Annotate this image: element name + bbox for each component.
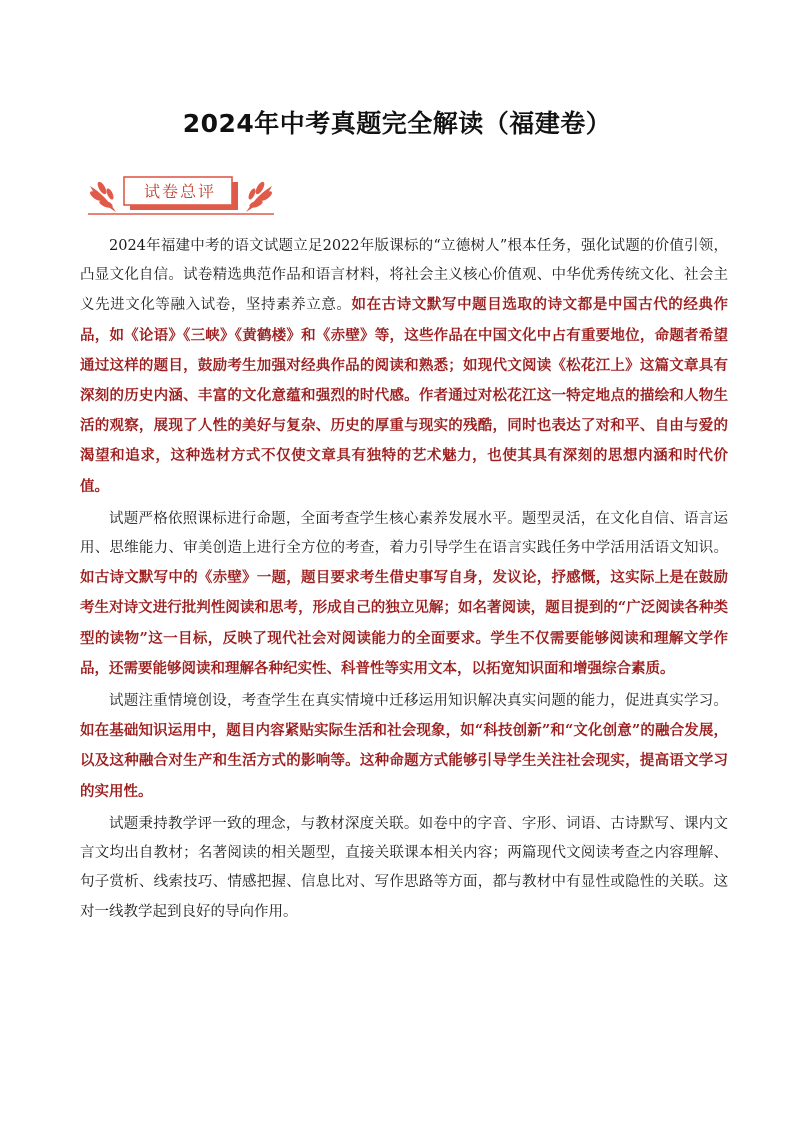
paragraph-2 [80,505,728,684]
paragraph-3 [80,687,728,807]
paragraph-1 [80,232,728,502]
section-header-badge [86,174,276,218]
paragraph-highlight: 如古诗文默写中的《赤壁》一题，题目要求考生借史事写自身，发议论，抒感慨，这实际上是在鼓励考生对诗文进行批判性阅读和思考，形成自己的独立见解；如名著阅读，题目提到的“广泛阅读各种类型的读物”这一目标，反映了现代社会对阅读能力的全面要求。学生不仅需要能够阅读和理解文学作品，还需要能够阅读和理解各种纪实性、科普性等实用文本，以拓宽知识面和增强综合素质。 [80,569,728,677]
paragraph-text: 试题严格依照课标进行命题，全面考查学生核心素养发展水平。题型灵活，在文化自信、语言运用、思维能力、审美创造上进行全方位的考查，着力引导学生在语言实践任务中学活用活语文知识。 [80,510,728,557]
summary-body [80,232,728,931]
paragraph-text: 2024年福建中考的语文试题立足2022年版课标的“立德树人”根本任务，强化试题的价值引领，凸显文化自信。试卷精选典范作品和语言材料，将社会主义核心价值观、中华优秀传统文化、社会主义先进文化等融入试卷，坚持素养立意。 [80,238,728,314]
section-label: 试卷总评 [143,182,216,201]
paragraph-highlight: 如在基础知识运用中，题目内容紧贴实际生活和社会现象，如“科技创新”和“文化创意”的融合发展，以及这种融合对生产和生活方式的影响等。这种命题方式能够引导学生关注社会现实，提高语文学习的实用性。 [80,722,728,800]
paragraph-text: 试题秉持教学评一致的理念，与教材深度关联。如卷中的字音、字形、词语、古诗默写、课内文言文均出自教材；名著阅读的相关题型，直接关联课本相关内容；两篇现代文阅读考查之内容理解、句子赏析、线索技巧、情感把握、信息比对、写作思路等方面，都与教材中有显性或隐性的关联。这对一线教学起到良好的导向作用。 [80,815,728,921]
paragraph-highlight: 如在古诗文默写中题目选取的诗文都是中国古代的经典作品，如《论语》《三峡》《黄鹤楼》和《赤壁》等，这些作品在中国文化中占有重要地位，命题者希望通过这样的题目，鼓励考生加强对经典作品的阅读和熟悉；如现代文阅读《松花江上》这篇文章具有深刻的历史内涵、丰富的文化意蕴和强烈的时代感。作者通过对松花江这一特定地点的描绘和人物生活的观察，展现了人性的美好与复杂、历史的厚重与现实的残酷，同时也表达了对和平、自由与爱的渴望和追求，这种选材方式不仅使文章具有独特的艺术魅力，也使其具有深刻的思想内涵和时代价值。 [80,296,728,495]
page-title: 2024年中考真题完全解读（福建卷） [182,109,612,138]
paragraph-text: 试题注重情境创设，考查学生在真实情境中迁移运用知识解决真实问题的能力，促进真实学习。 [109,693,728,710]
paragraph-4 [80,810,728,928]
